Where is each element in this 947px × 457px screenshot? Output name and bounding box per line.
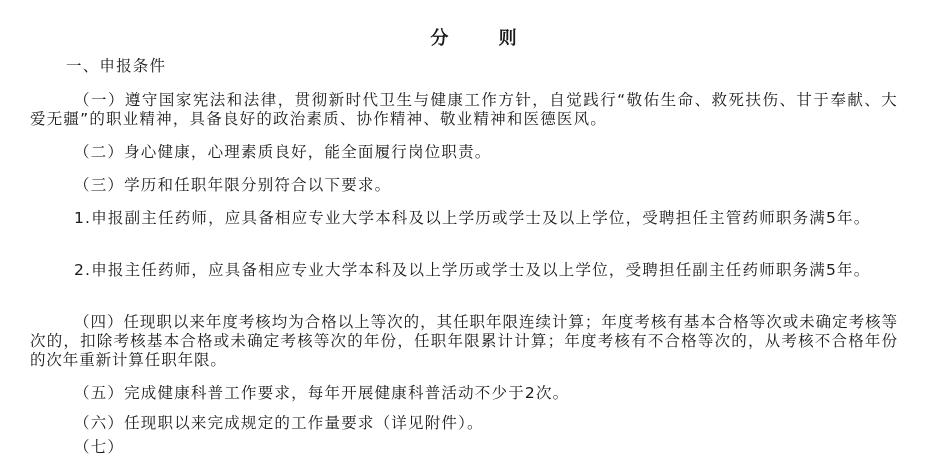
paragraph-requirement-chief: 2.申报主任药师，应具备相应专业大学本科及以上学历或学士及以上学位，受聘担任副主任药师职务满5年。	[74, 261, 871, 279]
paragraph-condition-7-partial: （七）	[74, 438, 125, 456]
paragraph-condition-6: （六）任现职以来完成规定的工作量要求（详见附件）。	[74, 414, 484, 432]
paragraph-requirement-associate-chief: 1.申报副主任药师，应具备相应专业大学本科及以上学历或学士及以上学位，受聘担任主管药师职务满5年。	[74, 209, 871, 227]
paragraph-condition-2: （二）身心健康，心理素质良好，能全面履行岗位职责。	[74, 143, 492, 161]
paragraph-condition-3: （三）学历和任职年限分别符合以下要求。	[74, 176, 392, 194]
paragraph-condition-4: （四）任现职以来年度考核均为合格以上等次的，其任职年限连续计算；年度考核有基本合格等次或未确定考核等次的，扣除考核基本合格或未确定考核等次的年份，任职年限累计计算；年度考核有不合格等次的，从考核不合格年份的次年重新计算任职年限。	[30, 313, 898, 369]
paragraph-condition-1: （一）遵守国家宪法和法律，贯彻新时代卫生与健康工作方针，自觉践行“敬佑生命、救死扶伤、甘于奉献、大爱无疆”的职业精神，具备良好的政治素质、协作精神、敬业精神和医德医风。	[30, 91, 898, 128]
page-title: 分 则	[430, 28, 539, 49]
paragraph-condition-5: （五）完成健康科普工作要求，每年开展健康科普活动不少于2次。	[74, 384, 570, 402]
section-heading-application-conditions: 一、申报条件	[66, 57, 167, 75]
